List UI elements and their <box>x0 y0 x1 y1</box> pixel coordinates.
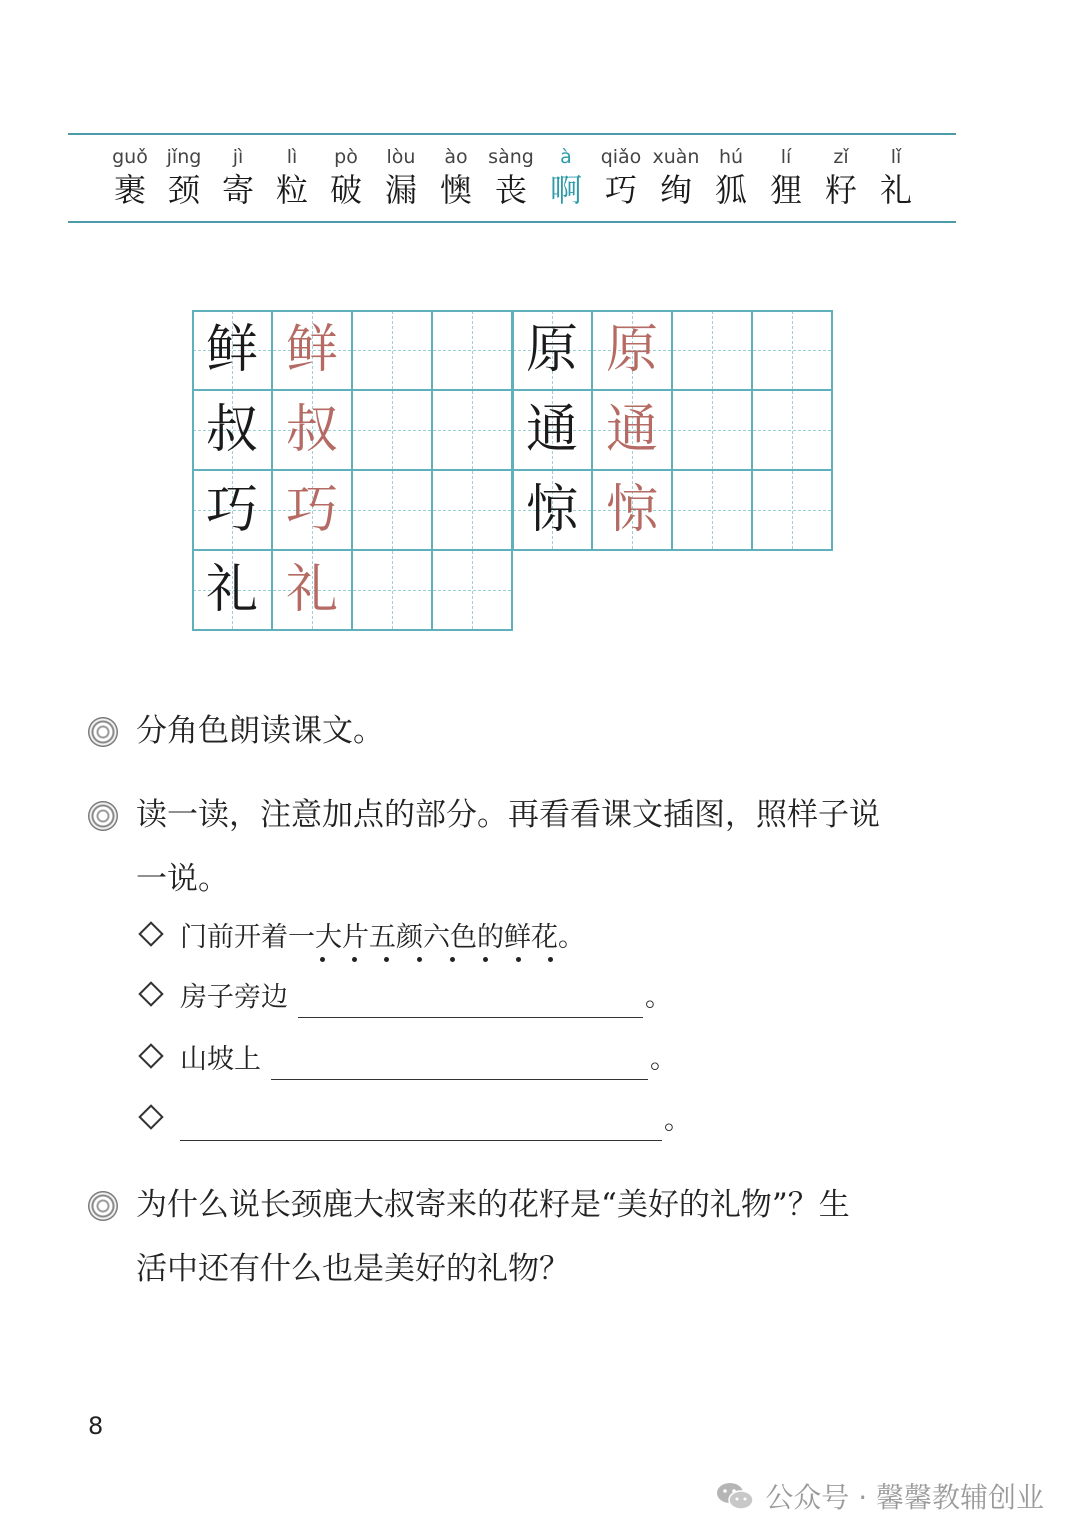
grid-cell-trace <box>272 390 352 470</box>
grid-cell-empty[interactable] <box>432 390 512 470</box>
vocab-item <box>208 144 268 210</box>
grid-cell-model <box>512 310 592 390</box>
pinyin-text: lì <box>286 146 298 168</box>
fill-in-prompt: 房子旁边 <box>180 982 288 1013</box>
fill-in-blank[interactable] <box>180 1110 662 1141</box>
hanzi-character: 破 <box>329 171 362 209</box>
hanzi-character: 裹 <box>113 171 146 209</box>
hanzi-character: 颈 <box>167 171 200 209</box>
exercise-2-text-line1: 读一读，注意加点的部分。再看看课文插图，照样子说 <box>136 797 880 833</box>
vocab-item <box>756 144 816 210</box>
trace-character: 巧 <box>285 480 338 540</box>
vocab-item <box>701 144 761 210</box>
trace-character: 鲜 <box>285 320 338 380</box>
hanzi-character: 漏 <box>384 171 417 209</box>
pinyin-text: lòu <box>386 146 416 168</box>
trace-character: 惊 <box>605 480 658 540</box>
pinyin-text: jǐng <box>166 146 202 168</box>
hanzi-character: 绚 <box>659 171 692 209</box>
exercise-bullet-icon <box>88 717 118 747</box>
pinyin-text: à <box>560 146 572 168</box>
period-mark: 。 <box>650 1044 677 1075</box>
emphasis-dot <box>483 957 488 962</box>
vocab-item <box>262 144 322 210</box>
model-character: 巧 <box>205 480 258 540</box>
fill-in-line-3 <box>138 1101 691 1141</box>
vocab-item <box>316 144 376 210</box>
model-character: 原 <box>525 320 578 380</box>
emphasis-dot <box>352 957 357 962</box>
diamond-bullet-icon <box>138 1104 163 1129</box>
diamond-bullet-icon <box>138 921 163 946</box>
grid-cell-empty[interactable] <box>752 390 832 470</box>
pinyin-text: zǐ <box>833 146 849 168</box>
hanzi-character: 巧 <box>604 171 637 209</box>
fill-in-line-2 <box>138 1040 677 1080</box>
grid-cell-empty[interactable] <box>432 470 512 550</box>
diamond-bullet-icon <box>138 1043 163 1068</box>
hanzi-character: 啊 <box>549 171 582 209</box>
pinyin-text: jì <box>232 146 244 168</box>
vocab-item <box>866 144 926 210</box>
pinyin-text: qiǎo <box>600 146 642 168</box>
emphasis-dot <box>516 957 521 962</box>
grid-cell-empty[interactable] <box>432 550 512 630</box>
emphasis-dot <box>320 957 325 962</box>
model-character: 叔 <box>205 400 258 460</box>
vocab-item <box>481 144 541 210</box>
fill-in-blank[interactable] <box>271 1049 648 1080</box>
watermark <box>715 1476 1044 1516</box>
grid-cell-empty[interactable] <box>352 470 432 550</box>
diamond-bullet-icon <box>138 981 163 1006</box>
emphasis-dot <box>548 957 553 962</box>
grid-cell-model <box>192 390 272 470</box>
pinyin-text: sàng <box>488 146 534 168</box>
example-sentence-text: 门前开着一大片五颜六色的鲜花。 <box>180 922 585 953</box>
grid-cell-empty[interactable] <box>352 390 432 470</box>
grid-cell-model <box>192 310 272 390</box>
vocabulary-pinyin-row <box>100 144 930 214</box>
pinyin-text: lí <box>780 146 792 168</box>
pinyin-text: ào <box>444 146 468 168</box>
model-character: 通 <box>525 400 578 460</box>
exercise-bullet-icon <box>88 1191 118 1221</box>
exercise-3-text-line2: 活中还有什么也是美好的礼物？ <box>136 1251 570 1287</box>
model-character: 礼 <box>205 560 258 620</box>
trace-character: 原 <box>605 320 658 380</box>
grid-cell-model <box>192 550 272 630</box>
grid-cell-empty[interactable] <box>352 550 432 630</box>
grid-cell-trace <box>592 310 672 390</box>
fill-in-blank[interactable] <box>298 987 643 1018</box>
grid-cell-empty[interactable] <box>432 310 512 390</box>
hanzi-character: 丧 <box>494 171 527 209</box>
grid-cell-empty[interactable] <box>672 390 752 470</box>
hanzi-character: 粒 <box>275 171 308 209</box>
trace-character: 通 <box>605 400 658 460</box>
model-character: 惊 <box>525 480 578 540</box>
trace-character: 礼 <box>285 560 338 620</box>
emphasis-dot <box>384 957 389 962</box>
grid-cell-trace <box>272 550 352 630</box>
trace-character: 叔 <box>285 400 338 460</box>
example-sentence <box>138 918 585 958</box>
grid-cell-empty[interactable] <box>672 470 752 550</box>
hanzi-character: 狸 <box>769 171 802 209</box>
grid-cell-empty[interactable] <box>752 310 832 390</box>
grid-cell-model <box>512 470 592 550</box>
grid-cell-empty[interactable] <box>672 310 752 390</box>
grid-cell-model <box>192 470 272 550</box>
grid-cell-empty[interactable] <box>752 470 832 550</box>
pinyin-text: guǒ <box>112 146 148 168</box>
pinyin-text: hú <box>718 146 744 168</box>
emphasis-dot <box>417 957 422 962</box>
vocab-item <box>811 144 871 210</box>
vocab-item <box>646 144 706 210</box>
vocab-item <box>154 144 214 210</box>
hanzi-character: 寄 <box>221 171 254 209</box>
period-mark: 。 <box>664 1105 691 1136</box>
model-character: 鲜 <box>205 320 258 380</box>
pinyin-text: pò <box>334 146 358 168</box>
pinyin-text: xuàn <box>652 146 700 168</box>
vocab-item <box>591 144 651 210</box>
page-number: 8 <box>88 1412 104 1440</box>
header-top-rule <box>68 133 956 135</box>
header-bottom-rule <box>68 221 956 223</box>
exercise-bullet-icon <box>88 801 118 831</box>
vocab-item <box>371 144 431 210</box>
hanzi-character: 狐 <box>714 171 747 209</box>
grid-cell-trace <box>592 390 672 470</box>
vocab-item <box>100 144 160 210</box>
exercise-2-text-line2: 一说。 <box>136 861 229 897</box>
vocab-item <box>536 144 596 210</box>
grid-cell-trace <box>592 470 672 550</box>
emphasis-dot <box>450 957 455 962</box>
vocab-item <box>426 144 486 210</box>
pinyin-text: lǐ <box>890 146 902 168</box>
grid-cell-trace <box>272 470 352 550</box>
grid-cell-trace <box>272 310 352 390</box>
hanzi-character: 懊 <box>439 171 472 209</box>
fill-in-line-1 <box>138 978 672 1018</box>
fill-in-prompt: 山坡上 <box>180 1044 261 1075</box>
grid-cell-model <box>512 390 592 470</box>
hanzi-character: 礼 <box>879 171 912 209</box>
grid-cell-empty[interactable] <box>352 310 432 390</box>
watermark-text: 公众号 · 馨馨教辅创业 <box>765 1481 1044 1514</box>
wechat-icon <box>715 1480 755 1512</box>
hanzi-character: 籽 <box>824 171 857 209</box>
period-mark: 。 <box>645 982 672 1013</box>
exercise-1-text: 分角色朗读课文。 <box>136 713 384 749</box>
exercise-3-text-line1: 为什么说长颈鹿大叔寄来的花籽是“美好的礼物”？生 <box>136 1187 850 1223</box>
